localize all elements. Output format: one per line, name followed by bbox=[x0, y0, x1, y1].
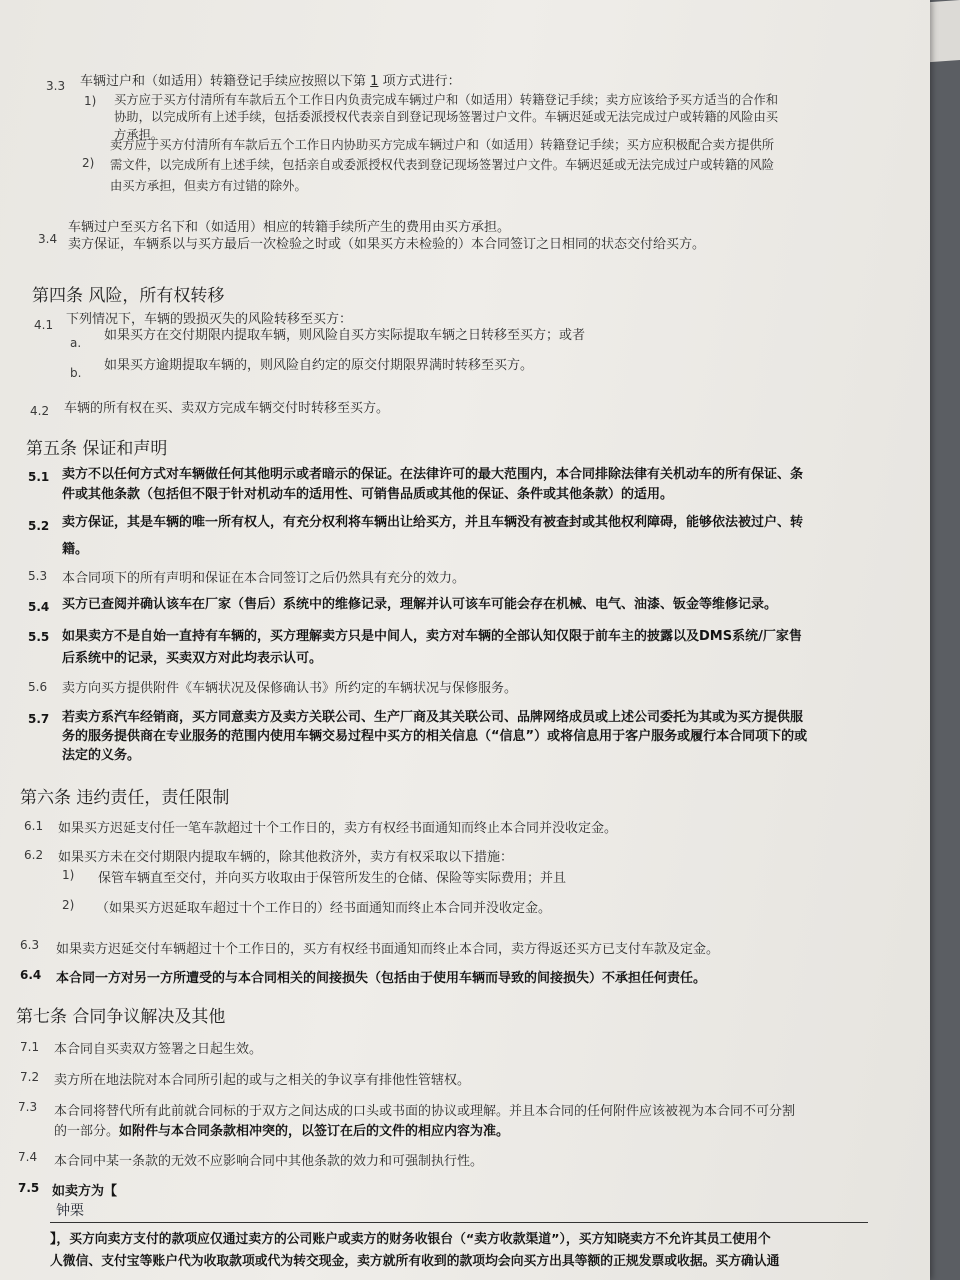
clause-5-2-line: 籍。 bbox=[62, 542, 89, 557]
clause-4-2-text: 车辆的所有权在买、卖双方完成车辆交付时转移至买方。 bbox=[64, 401, 390, 416]
clause-number: 6.3 bbox=[20, 938, 40, 952]
clause-3-4-line: 车辆过户至买方名下和（如适用）相应的转籍手续所产生的费用由买方承担。 bbox=[68, 220, 511, 235]
clause-4-1-text: 下列情况下，车辆的毁损灭失的风险转移至买方： bbox=[66, 312, 353, 327]
option-number: 2) bbox=[62, 898, 75, 912]
clause-5-4-text: 买方已查阅并确认该车在厂家（售后）系统中的维修记录，理解并认可该车可能会存在机械、电气、油漆、钣金等维修记录。 bbox=[62, 597, 778, 612]
option-2-line: 需文件，以完成所有上述手续，包括亲自或委派授权代表到登记现场签署过户文件。车辆迟延或无法完成过户或转籍的风险 bbox=[110, 158, 775, 172]
clause-6-2-option-2: （如果买方迟延取车超过十个工作日的）经书面通知而终止本合同并没收定金。 bbox=[96, 901, 552, 916]
option-1-line: 方承担。 bbox=[114, 128, 164, 142]
clause-number: 7.1 bbox=[20, 1040, 40, 1054]
clause-4-1-b: 如果买方逾期提取车辆的，则风险自约定的原交付期限界满时转移至买方。 bbox=[104, 358, 534, 373]
article-4-heading: 第四条 风险，所有权转移 bbox=[32, 286, 225, 306]
clause-number: 6.4 bbox=[20, 968, 42, 982]
clause-number: 5.3 bbox=[28, 569, 48, 583]
clause-5-7-line: 务的服务提供商在专业服务的范围内使用车辆交易过程中买方的相关信息（“信息”）或将信息用于客户服务或履行本合同项下的或 bbox=[62, 729, 808, 744]
selected-option: 1 bbox=[370, 74, 379, 89]
clause-number: 3.3 bbox=[46, 79, 66, 93]
option-2-line: 卖方应于买方付清所有车款后五个工作日内协助买方完成车辆过户和（如适用）转籍登记手续；买方应积极配合卖方提供所 bbox=[110, 138, 775, 152]
option-1-line: 买方应于买方付清所有车款后五个工作日内负责完成车辆过户和（如适用）转籍登记手续；卖方应该给予买方适当的合作和 bbox=[114, 93, 779, 107]
clause-7-1-text: 本合同自买卖双方签署之日起生效。 bbox=[54, 1042, 263, 1057]
clause-5-3-text: 本合同项下的所有声明和保证在本合同签订之后仍然具有充分的效力。 bbox=[62, 571, 466, 586]
clause-6-2-option-1: 保管车辆直至交付，并向买方收取由于保管所发生的仓储、保险等实际费用；并且 bbox=[98, 871, 567, 886]
clause-number: 6.1 bbox=[24, 819, 44, 833]
clause-6-4-text: 本合同一方对另一方所遭受的与本合同相关的间接损失（包括由于使用车辆而导致的间接损失）不承担任何责任。 bbox=[56, 971, 707, 986]
clause-number: 5.1 bbox=[28, 470, 50, 484]
item-letter: b. bbox=[70, 366, 82, 380]
clause-5-1-line: 卖方不以任何方式对车辆做任何其他明示或者暗示的保证。在法律许可的最大范围内，本合同排除法律有关机动车的所有保证、条 bbox=[62, 467, 804, 482]
clause-5-7-line: 法定的义务。 bbox=[62, 748, 141, 763]
clause-number: 7.5 bbox=[18, 1181, 40, 1195]
clause-number: 7.4 bbox=[18, 1150, 38, 1164]
clause-7-5-label: 如卖方为【 bbox=[52, 1184, 118, 1199]
clause-7-4-text: 本合同中某一条款的无效不应影响合同中其他条款的效力和可强制执行性。 bbox=[54, 1154, 484, 1169]
clause-number: 5.6 bbox=[28, 680, 48, 694]
clause-number: 3.4 bbox=[38, 232, 58, 246]
clause-6-2-text: 如果买方未在交付期限内提取车辆的，除其他救济外，卖方有权采取以下措施： bbox=[58, 850, 514, 865]
clause-6-1-text: 如果买方迟延支付任一笔车款超过十个工作日的，卖方有权经书面通知而终止本合同并没收定金。 bbox=[58, 821, 618, 836]
clause-5-6-text: 卖方向买方提供附件《车辆状况及保修确认书》所约定的车辆状况与保修服务。 bbox=[62, 681, 518, 696]
article-5-heading: 第五条 保证和声明 bbox=[26, 439, 168, 459]
clause-7-5-line: 人微信、支付宝等账户代为收取款项或代为转交现金，卖方就所有收到的款项均会向买方出具等额的正规发票或收据。买方确认通 bbox=[50, 1254, 780, 1269]
fill-in-line bbox=[50, 1222, 868, 1223]
option-number: 1) bbox=[62, 868, 75, 882]
clause-7-5-line: 】，买方向卖方支付的款项应仅通过卖方的公司账户或卖方的财务收银台（“卖方收款渠道”），买方知晓卖方不允许其员工使用个 bbox=[50, 1232, 771, 1247]
clause-4-1-a: 如果买方在交付期限内提取车辆，则风险自买方实际提取车辆之日转移至买方；或者 bbox=[104, 328, 586, 343]
clause-number: 6.2 bbox=[24, 848, 44, 862]
clause-number: 5.4 bbox=[28, 600, 50, 614]
clause-5-7-line: 若卖方系汽车经销商，买方同意卖方及卖方关联公司、生产厂商及其关联公司、品牌网络成员或上述公司委托为其或为买方提供服 bbox=[62, 710, 804, 725]
clause-7-3-line: 的一部分。如附件与本合同条款相冲突的，以签订在后的文件的相应内容为准。 bbox=[54, 1124, 510, 1139]
option-number: 1) bbox=[84, 94, 97, 108]
clause-number: 4.1 bbox=[34, 318, 54, 332]
option-1-line: 协助，以完成所有上述手续，包括委派授权代表亲自到登记现场签署过户文件。车辆迟延或无法完成过户或转籍的风险由买 bbox=[114, 110, 779, 124]
article-6-heading: 第六条 违约责任，责任限制 bbox=[20, 788, 230, 808]
clause-3-4-line: 卖方保证，车辆系以与买方最后一次检验之时或（如果买方未检验的）本合同签订之日相同的状态交付给买方。 bbox=[68, 237, 706, 252]
clause-number: 5.5 bbox=[28, 630, 50, 644]
clause-number: 5.2 bbox=[28, 519, 50, 533]
clause-5-5-line: 后系统中的记录，买卖双方对此均表示认可。 bbox=[62, 651, 323, 666]
option-2-line: 由买方承担，但卖方有过错的除外。 bbox=[110, 179, 307, 193]
clause-number: 7.3 bbox=[18, 1100, 38, 1114]
clause-5-5-line: 如果卖方不是自始一直持有车辆的，买方理解卖方只是中间人，卖方对车辆的全部认知仅限于前车主的披露以及DMS系统/厂家售 bbox=[62, 629, 802, 644]
clause-7-3-line: 本合同将替代所有此前就合同标的于双方之间达成的口头或书面的协议或理解。并且本合同的任何附件应该被视为本合同不可分割 bbox=[54, 1104, 796, 1119]
clause-number: 5.7 bbox=[28, 712, 50, 726]
option-number: 2) bbox=[82, 156, 95, 170]
handwritten-name: 钟栗 bbox=[56, 1203, 84, 1219]
clause-3-3-text: 车辆过户和（如适用）转籍登记手续应按照以下第 1 项方式进行： bbox=[80, 74, 461, 89]
clause-5-1-line: 件或其他条款（包括但不限于针对机动车的适用性、可销售品质或其他的保证、条件或其他条款）的适用。 bbox=[62, 487, 674, 502]
clause-6-3-text: 如果卖方迟延交付车辆超过十个工作日的，买方有权经书面通知而终止本合同，卖方得返还买方已支付车款及定金。 bbox=[56, 942, 720, 957]
clause-7-2-text: 卖方所在地法院对本合同所引起的或与之相关的争议享有排他性管辖权。 bbox=[54, 1073, 471, 1088]
clause-number: 7.2 bbox=[20, 1070, 40, 1084]
article-7-heading: 第七条 合同争议解决及其他 bbox=[16, 1007, 226, 1027]
clause-number: 4.2 bbox=[30, 404, 50, 418]
clause-7-3-bold: 如附件与本合同条款相冲突的，以签订在后的文件的相应内容为准。 bbox=[119, 1124, 510, 1139]
clause-5-2-line: 卖方保证，其是车辆的唯一所有权人，有充分权利将车辆出让给买方，并且车辆没有被查封或其他权利障碍，能够依法被过户、转 bbox=[62, 515, 804, 530]
item-letter: a. bbox=[70, 336, 82, 350]
